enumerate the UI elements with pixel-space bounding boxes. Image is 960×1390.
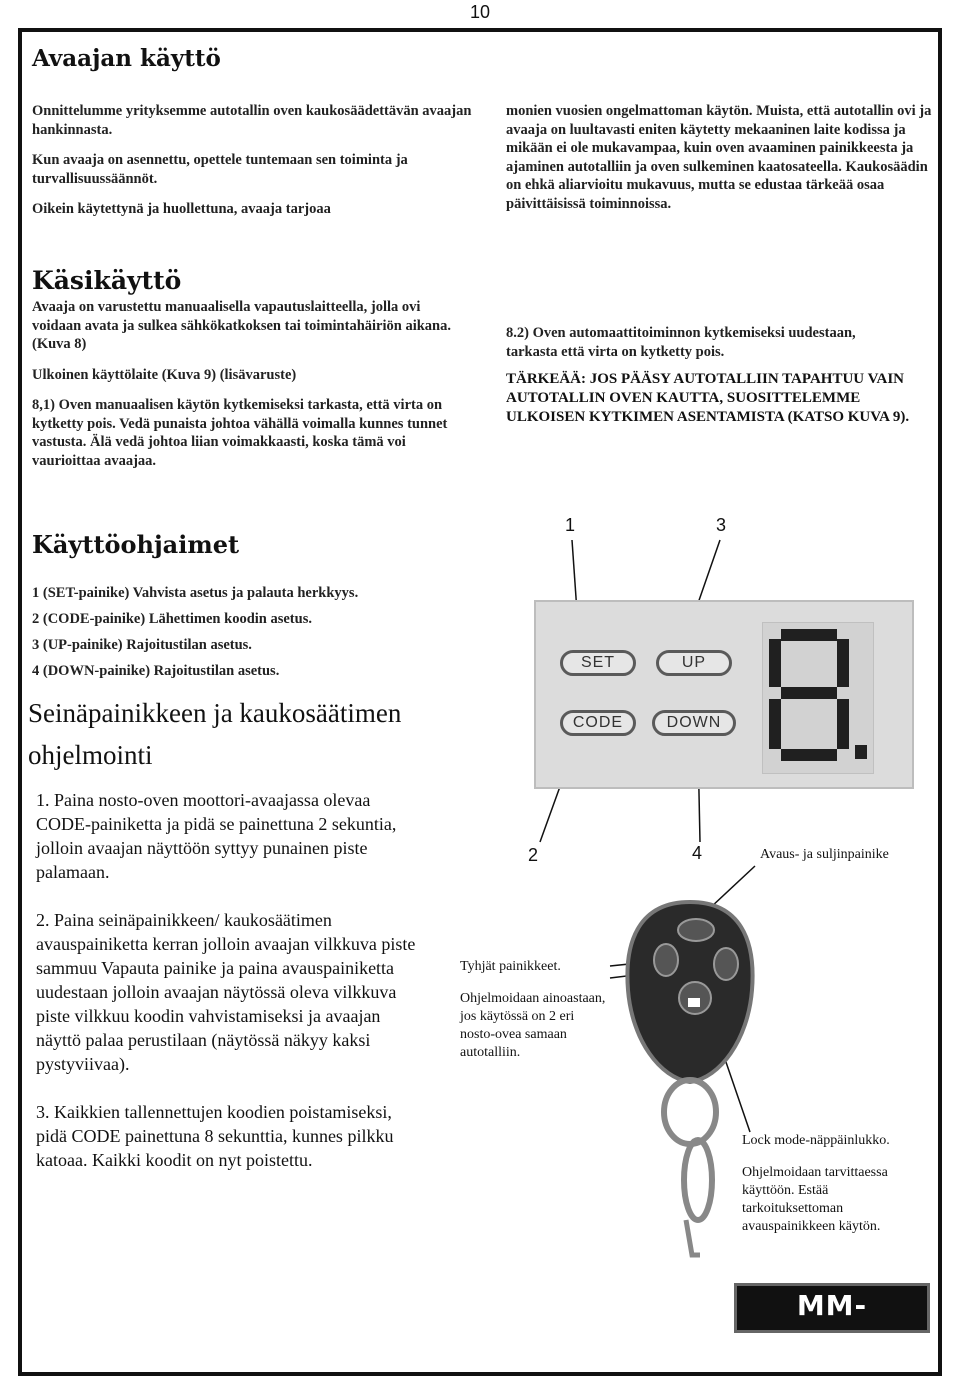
code-button[interactable]: CODE: [560, 710, 636, 736]
up-button[interactable]: UP: [656, 650, 732, 676]
list-item: 4 (DOWN-painike) Rajoitustilan asetus.: [32, 663, 280, 679]
paragraph: Oikein käytettynä ja huollettuna, avaaja tarjoaa: [32, 201, 331, 217]
label-lock-mode: Lock mode-näppäinlukko.: [742, 1133, 890, 1148]
section-title-kasikaytto: Käsikäyttö: [32, 266, 182, 295]
page-number: 10: [469, 2, 491, 22]
step-1: 1. Paina nosto-oven moottori-avaajassa olevaa CODE-painiketta ja pidä se painettuna 2 sekuntia, jolloin avaajan näyttöön syttyy punainen piste palamaan.: [36, 790, 397, 882]
set-button[interactable]: SET: [560, 650, 636, 676]
section1-left-text: [32, 102, 472, 231]
lock-glyph: [688, 998, 700, 1007]
label-lock-mode-note: Ohjelmoidaan tarvittaessa käyttöön. Estää tarkoituksettoman avauspainikkeen käytön.: [742, 1165, 888, 1234]
paragraph: Kun avaaja on asennettu, opettele tuntemaan sen toiminta ja turvallisuussäännöt.: [32, 152, 408, 187]
controls-list: [32, 580, 472, 684]
callout-number-3: 3: [716, 515, 727, 535]
programming-steps: [36, 788, 416, 1196]
list-item: 2 (CODE-painike) Lähettimen koodin asetus.: [32, 611, 312, 627]
callout-number-1: 1: [565, 515, 576, 535]
label-empty-buttons-note: Ohjelmoidaan ainoastaan, jos käytössä on 2 eri nosto-ovea samaan autotalliin.: [460, 991, 606, 1060]
paragraph: Ulkoinen käyttölaite (Kuva 9) (lisävaruste): [32, 366, 297, 383]
open-close-button-icon: [678, 919, 714, 941]
empty-button-left-icon: [654, 944, 678, 976]
segment-d: [781, 749, 837, 761]
label-empty-buttons: Tyhjät painikkeet.: [460, 959, 561, 974]
callout-number-4: 4: [692, 843, 703, 863]
section-title-ohjelmointi: Seinäpainikkeen ja kaukosäätimen ohjelmointi: [28, 698, 402, 770]
warning-text: TÄRKEÄÄ: JOS PÄÄSY AUTOTALLIIN TAPAHTUU VAIN AUTOTALLIN OVEN KAUTTA, SUOSITTELEMME ULKOISEN KYTKIMEN ASENTAMISTA (KATSO KUVA 9).: [506, 371, 910, 425]
step-2: 2. Paina seinäpainikkeen/ kaukosäätimen avauspainiketta kerran jolloin avaajan vilkkuva piste sammuu Vapauta painike ja paina avauspainiketta uudestaan jolloin avaajan näytössä oleva vilkkuva piste vilkkuu koodin vahvistamiseksi ja avaajan näyttö palaa perustilaan (näytössä näkyy kaksi pystyviivaa).: [36, 910, 416, 1074]
section-title-avaajan-kaytto: Avaajan käyttö: [32, 45, 221, 72]
brand-logo: MM-thermox: [734, 1283, 930, 1333]
segment-b: [837, 639, 849, 687]
step-3: 3. Kaikkien tallennettujen koodien poistamiseksi, pidä CODE painettuna 8 sekunttia, kunnes pilkku katoaa. Kaikki koodit on nyt poistettu.: [36, 1102, 394, 1170]
label-open-close-button: Avaus- ja suljinpainike: [760, 847, 889, 862]
paragraph: Onnittelumme yrityksemme autotallin oven kaukosäädettävän avaajan hankinnasta.: [32, 103, 472, 138]
segment-e: [769, 699, 781, 749]
section1-right-text: monien vuosien ongelmattoman käytön. Muista, että autotallin ovi ja avaaja on luultavasti eniten käytetty mekaaninen laite kodissa ja mikään ei ole mukavampaa, kuin oven avaaminen painikkeesta ja ajaminen autotalliin ja oven sulkeminen kaatosateella. Kaukosäädin on ehkä aliarvioitu mukavuus, mutta se edustaa tärkeää osaa päivittäisissä toiminnoissa.: [506, 103, 932, 212]
section2-step-8-2: 8.2) Oven automaattitoiminnon kytkemiseksi uudestaan, tarkasta että virta on kytketty pois.: [506, 325, 856, 360]
paragraph: Avaaja on varustettu manuaalisella vapautuslaitteella, jolla ovi voidaan avata ja sulkea sähkökatkoksen tai toimintahäiriön aikana. (Kuva 8): [32, 299, 451, 352]
paragraph: 8,1) Oven manuaalisen käytön kytkemiseksi tarkasta, että virta on kytketty pois. Vedä punaista johtoa vähällä voimalla kunnes tunnet vastusta. Älä vedä johtoa liian voimakkaasti, koska tämä voi vaurioittaa avaajaa.: [32, 397, 448, 469]
clip-hook: [686, 1220, 700, 1255]
list-item: 3 (UP-painike) Rajoitustilan asetus.: [32, 637, 252, 653]
section-title-kayttoohjaimet: Käyttöohjaimet: [32, 530, 240, 559]
segment-dp: [855, 745, 867, 759]
section2-left-text: [32, 298, 472, 482]
remote-key-fob-image: [600, 860, 780, 1270]
list-item: 1 (SET-painike) Vahvista asetus ja palauta herkkyys.: [32, 585, 359, 601]
empty-button-right-icon: [714, 948, 738, 980]
key-ring-icon: [664, 1080, 716, 1144]
control-panel: [534, 600, 914, 789]
clasp-icon: [684, 1140, 712, 1220]
segment-a: [781, 629, 837, 641]
empty-buttons-label-group: [460, 958, 610, 1076]
segment-f: [769, 639, 781, 687]
seven-segment-display: [762, 622, 874, 774]
down-button[interactable]: DOWN: [652, 710, 736, 736]
segment-c: [837, 699, 849, 749]
segment-g: [781, 687, 837, 699]
callout-number-2: 2: [528, 845, 539, 865]
